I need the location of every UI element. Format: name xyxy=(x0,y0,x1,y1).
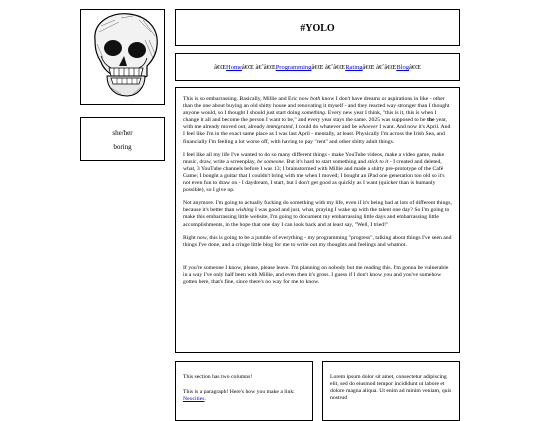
nav-links xyxy=(176,64,459,71)
text-emphasis: both xyxy=(310,96,321,102)
text-run: , I could do whatever and be xyxy=(292,124,359,131)
nav-decoration: ã€ˆâ€Œ xyxy=(376,64,397,71)
text-emphasis: whoever xyxy=(358,124,378,131)
column-right xyxy=(322,361,460,421)
columns-heading-text: This section has two columns! xyxy=(183,374,253,380)
text-run: I want. And now it's April. And I feel like I'm in the exact same place as I was last April - mentally, at least. Physically I'm across the Irish Sea, and financially I'm feeling a lot worse off, with having to pay "rent" and other shitty adult things. xyxy=(183,124,451,145)
nav-decoration: â€Œ xyxy=(214,64,227,71)
tagline-text: boring xyxy=(113,143,132,151)
text-emphasis: stick to it xyxy=(367,158,389,165)
text-run: - I created and deleted, what, 3 YouTube channels before I was 13; I brainstormed with Millie and made a shitty pre-prototype of the Café Game; I bought a guitar that I couldn't bring with me when I moved; I bought an iPad one generation too old so it's not even fun to draw on - I daydream, I start, but I don't get good as quickly as I want (quicker than is humanly possible), so I give up. xyxy=(183,158,445,194)
text-run: . xyxy=(204,396,206,403)
skull-illustration xyxy=(81,10,164,104)
nav-link-home[interactable]: Home xyxy=(226,64,242,71)
text-run: This is a paragraph! Here's how you make a link: xyxy=(183,389,295,396)
lorem-text: Lorem ipsum dolor sit amet, consectetur adipiscing elit, sed do eiusmod tempor incididunt ut labore et dolore magna aliqua. Ut enim ad minim veniam, quis nostrud xyxy=(330,374,452,402)
intro-paragraph xyxy=(183,96,452,146)
nav-decoration: â€Œ xyxy=(241,64,254,71)
nav-link-blog[interactable]: Blog xyxy=(396,64,409,71)
nav-decoration: â€Œ xyxy=(408,64,421,71)
nav-decoration: ã€ˆâ€Œ xyxy=(324,64,346,71)
text-emphasis: immigrated xyxy=(266,124,293,131)
paragraph-warning: If you're someone I know, please, please leave. I'm planning on nobody but me reading this. I'm gonna be vulnerable in a way I've only half been with Millie, and even then it's gross. I guess if I don't know you and you've somehow gotten here, that's fine, since there's no way for me to know. xyxy=(183,264,449,285)
text-run: I was good and just, what, praying I wake up with the talent one day? So I'm going to make this embarrassing little website, I'm going to document my embarrassing little days and embarrassing little accomplishments, in the hope that one day I can look back and at least say, "Well, I tried!" xyxy=(183,207,450,228)
paragraph-dreams xyxy=(183,152,452,195)
main-content xyxy=(175,87,460,353)
text-run: . But it's hard to start something and xyxy=(283,158,368,165)
text-run: This is so embarrassing. Basically, Millie and Eric now xyxy=(183,96,311,102)
text-run: year, with me already moved out, already xyxy=(183,117,447,131)
paragraph-plan: Right now, this is going to be a jumble of everything - my programming "progress", talking about things I've seen and things I've done, and a cringe little blog for me to write out my thoughts and feelings and whatnot. xyxy=(183,234,452,248)
neocities-link[interactable]: Neocities xyxy=(183,396,205,403)
skull-image-box xyxy=(80,9,165,105)
text-run: Not anymore. I'm going to actually fucking do something with my life, even if it's being bad at lots of different things, because it's better than xyxy=(183,200,452,214)
nav-link-programming[interactable]: Programming xyxy=(275,64,312,71)
paragraph-not-anymore xyxy=(183,200,452,228)
nav-bar xyxy=(175,53,460,81)
text-run: I feel like all my life I've wanted to do so many different things - make YouTube videos, make a video game, make music, draw, write a screenplay, xyxy=(183,151,445,165)
pronouns-box xyxy=(80,117,165,161)
column-left xyxy=(175,361,313,421)
nav-decoration: ã€ˆâ€Œ xyxy=(255,64,276,71)
text-emphasis: something xyxy=(301,110,326,117)
nav-link-rating[interactable]: Rating xyxy=(345,64,363,71)
text-bold: the xyxy=(426,117,435,124)
nav-decoration: â€Œ xyxy=(362,64,375,71)
nav-decoration: â€Œ xyxy=(311,64,324,71)
pronouns-text: she/her xyxy=(112,129,133,137)
text-run: . Every new year I think, "this is it, this is when I change it all and become the person I want to be," and every year stays the same. 2025 was supposed to be xyxy=(183,110,437,124)
site-header xyxy=(175,9,460,46)
link-paragraph xyxy=(183,389,305,403)
text-run: know I don't have dreams or aspirations in like - other than the one about buying an old shitty house and renovating it myself - and they reacted way stronger than I thought anyone would, so I thought I should just start doing xyxy=(183,96,450,117)
site-title: #YOLO xyxy=(300,23,335,34)
text-emphasis: be someone xyxy=(257,158,284,165)
text-emphasis: wishing xyxy=(235,207,254,214)
